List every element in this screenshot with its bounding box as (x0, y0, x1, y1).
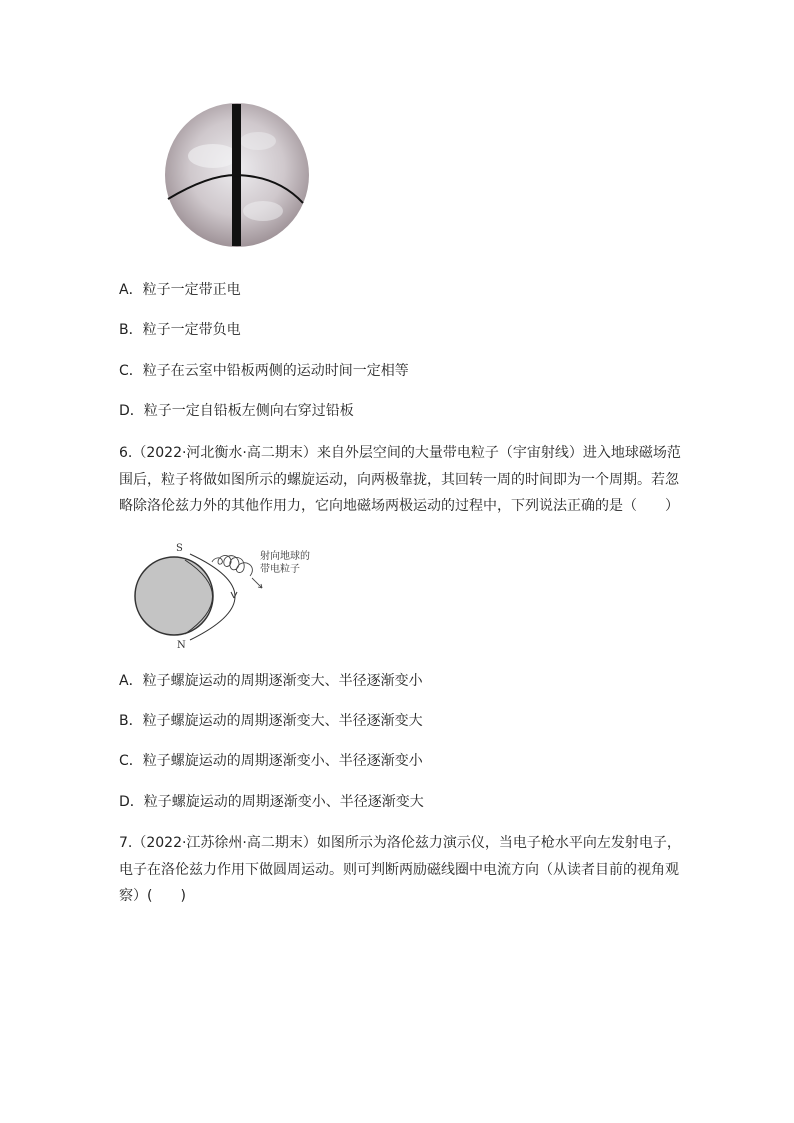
q6-option-b: B．粒子螺旋运动的周期逐渐变大、半径逐渐变大 (119, 713, 423, 729)
q6-stem-line-1: 6.（2022·河北衡水·高二期末）来自外层空间的大量带电粒子（宇宙射线）进入地球磁场范 (119, 445, 681, 461)
callout-label-line-2: 带电粒子 (260, 564, 300, 575)
earth-magnetic-field-figure (130, 538, 310, 653)
q7-stem-line-1: 7.（2022·江苏徐州·高二期末）如图所示为洛伦兹力演示仪，当电子枪水平向左发射电子， (119, 835, 681, 851)
callout-label-line-1: 射向地球的 (260, 551, 310, 562)
cloud-chamber-figure (163, 101, 311, 249)
q5-option-b: B．粒子一定带负电 (119, 322, 241, 338)
q7-stem-line-3: 察）( ) (119, 888, 186, 904)
q6-option-a: A．粒子螺旋运动的周期逐渐变大、半径逐渐变小 (119, 673, 423, 689)
q6-option-c: C．粒子螺旋运动的周期逐渐变小、半径逐渐变小 (119, 753, 423, 769)
q6-stem-line-2: 围后，粒子将做如图所示的螺旋运动，向两极靠拢，其回转一周的时间即为一个周期。若忽 (119, 472, 679, 488)
earth-globe (135, 557, 213, 635)
q5-option-c: C．粒子在云室中铅板两侧的运动时间一定相等 (119, 363, 409, 379)
north-pole-label: N (177, 640, 186, 651)
q7-stem-line-2: 电子在洛伦兹力作用下做圆周运动。则可判断两励磁线圈中电流方向（从读者目前的视角观 (119, 862, 679, 878)
q5-option-a: A．粒子一定带正电 (119, 282, 241, 298)
q6-option-d: D．粒子螺旋运动的周期逐渐变小、半径逐渐变大 (119, 794, 424, 810)
q6-stem-line-3: 略除洛伦兹力外的其他作用力，它向地磁场两极运动的过程中，下列说法正确的是（ ） (119, 498, 679, 514)
spiral-path (212, 555, 252, 576)
south-pole-label: S (176, 543, 183, 554)
q5-option-d: D．粒子一定自铅板左侧向右穿过铅板 (119, 403, 354, 419)
